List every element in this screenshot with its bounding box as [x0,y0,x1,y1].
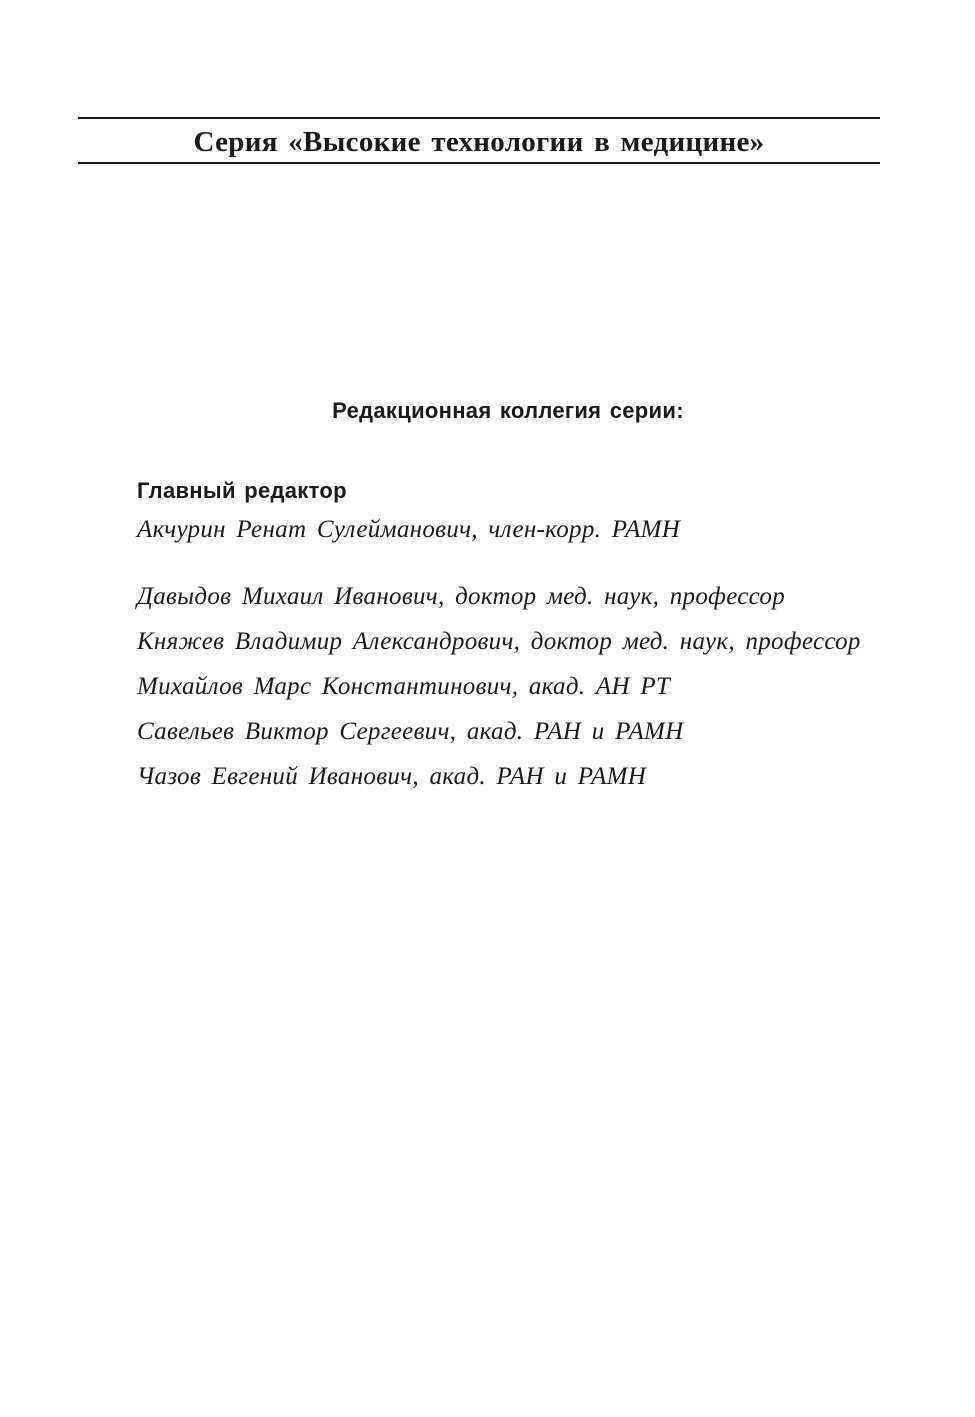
board-member: Чазов Евгений Иванович, акад. РАН и РАМН [137,763,647,790]
board-member: Княжев Владимир Александрович, доктор мед. наук, профессор [137,628,861,655]
chief-editor-name: Акчурин Ренат Сулейманович, член-корр. РАМН [137,516,681,543]
header-rule-bottom [78,162,880,164]
chief-editor-label: Главный редактор [137,478,347,503]
board-member: Савельев Виктор Сергеевич, акад. РАН и РАМН [137,718,684,745]
header-rule-top [78,117,880,119]
editorial-board-heading: Редакционная коллегия серии: [332,398,684,423]
board-member: Давыдов Михаил Иванович, доктор мед. наук, профессор [137,583,786,610]
series-title: Серия «Высокие технологии в медицине» [193,126,765,158]
board-member: Михайлов Марс Константинович, акад. АН РТ [137,673,671,700]
